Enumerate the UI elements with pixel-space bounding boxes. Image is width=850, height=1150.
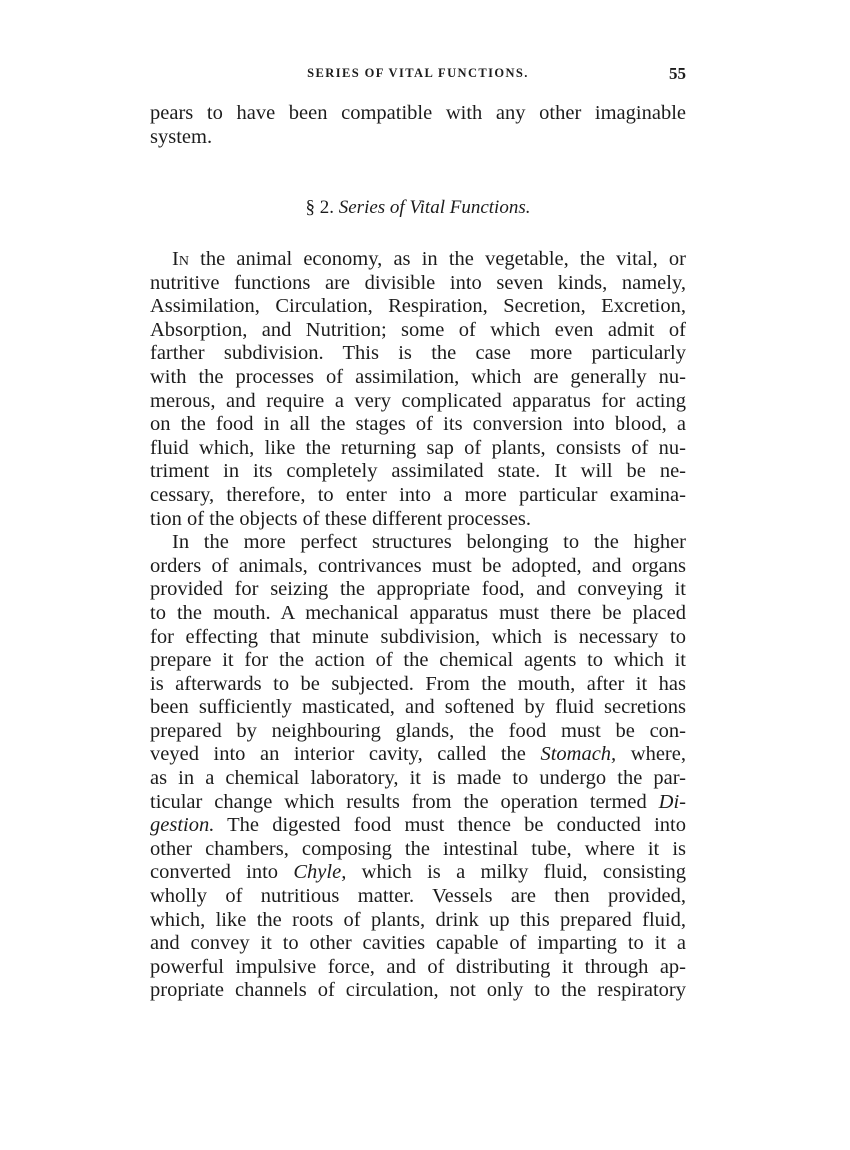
text-line: fluid which, like the returning sap of plants, consists of nu- bbox=[150, 436, 686, 459]
running-head bbox=[150, 66, 686, 88]
text-line: gestion. The digested food must thence be conducted into bbox=[150, 814, 686, 837]
text-line: merous, and require a very complicated apparatus for acting bbox=[150, 389, 686, 412]
text-line: system. bbox=[150, 125, 213, 148]
italic-term-digestion-end: gestion. bbox=[150, 814, 215, 837]
text-line: nutritive functions are divisible into seven kinds, namely, bbox=[150, 271, 686, 294]
text-line: other chambers, composing the intestinal tube, where it is bbox=[150, 837, 686, 860]
drop-word: In bbox=[172, 248, 189, 270]
text-line: pears to have been compatible with any other imaginable bbox=[150, 102, 686, 124]
text-line: on the food in all the stages of its conversion into blood, a bbox=[150, 413, 686, 436]
text-line: prepared by neighbouring glands, the food must be con- bbox=[150, 719, 686, 742]
text-line: cessary, therefore, to enter into a more particular examina- bbox=[150, 483, 686, 506]
text-line: which, like the roots of plants, drink up this prepared fluid, bbox=[150, 908, 686, 931]
text-line: as in a chemical laboratory, it is made to undergo the par- bbox=[150, 767, 686, 790]
section-heading bbox=[150, 196, 686, 220]
text-line: to the mouth. A mechanical apparatus must there be placed bbox=[150, 601, 686, 624]
text-line: Absorption, and Nutrition; some of which even admit of bbox=[150, 318, 686, 341]
text-line: In the more perfect structures belonging to the higher bbox=[172, 531, 686, 554]
section-title: Series of Vital Functions. bbox=[338, 197, 531, 218]
text-line: triment in its completely assimilated state. It will be ne- bbox=[150, 460, 686, 483]
italic-term-stomach: Stomach, bbox=[540, 743, 617, 766]
page-number: 55 bbox=[669, 64, 686, 83]
text-line: orders of animals, contrivances must be adopted, and organs bbox=[150, 554, 686, 577]
opening-lines bbox=[150, 102, 686, 149]
text-line: propriate channels of circulation, not only to the respiratory bbox=[150, 979, 686, 1002]
text-line: converted into Chyle, which is a milky fluid, consisting bbox=[150, 861, 686, 884]
body-text bbox=[150, 248, 686, 1003]
running-title: SERIES OF VITAL FUNCTIONS. bbox=[307, 66, 529, 80]
text-line: veyed into an interior cavity, called the Stomach, where, bbox=[150, 743, 686, 766]
text-line: wholly of nutritious matter. Vessels are then provided, bbox=[150, 885, 686, 908]
section-mark: § 2. bbox=[305, 197, 334, 218]
text-line: Assimilation, Circulation, Respiration, Secretion, Excretion, bbox=[150, 295, 686, 318]
italic-term-chyle: Chyle, bbox=[293, 861, 347, 884]
text-line: is afterwards to be subjected. From the mouth, after it has bbox=[150, 672, 686, 695]
text-line: ticular change which results from the operation termed Di- bbox=[150, 790, 686, 813]
text-line: In the animal economy, as in the vegetable, the vital, or bbox=[172, 248, 686, 270]
text-line: with the processes of assimilation, which are generally nu- bbox=[150, 365, 686, 388]
text-line: powerful impulsive force, and of distributing it through ap- bbox=[150, 955, 686, 978]
text-line: farther subdivision. This is the case more particularly bbox=[150, 342, 686, 365]
text-line: tion of the objects of these different processes. bbox=[150, 507, 532, 530]
text-line: prepare it for the action of the chemical agents to which it bbox=[150, 649, 686, 672]
text-line: provided for seizing the appropriate food, and conveying it bbox=[150, 578, 686, 601]
text-line: been sufficiently masticated, and softened by fluid secretions bbox=[150, 696, 686, 719]
text-line: for effecting that minute subdivision, which is necessary to bbox=[150, 625, 686, 648]
text-line: and convey it to other cavities capable of imparting to it a bbox=[150, 932, 686, 955]
italic-term-digestion-start: Di- bbox=[658, 790, 686, 813]
